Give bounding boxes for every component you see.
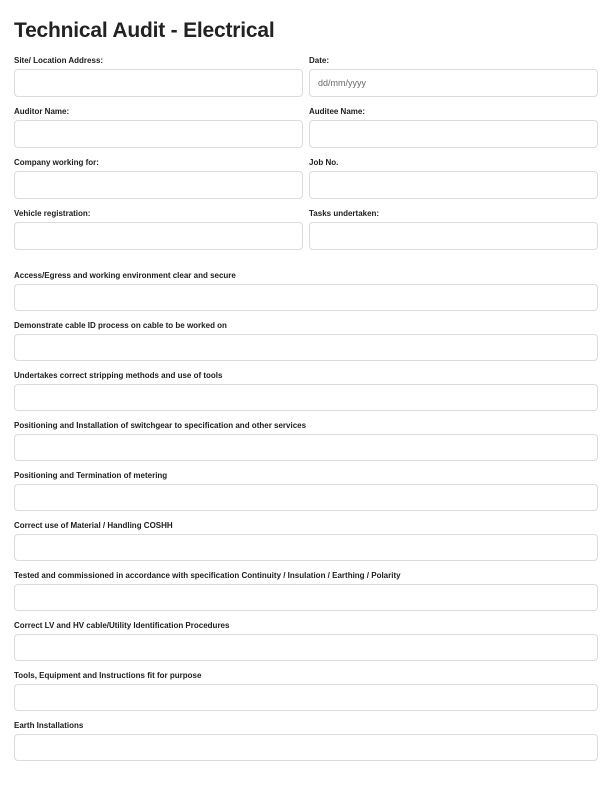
form-column — [14, 157, 303, 208]
input-access-egress-working-environment[interactable] — [14, 284, 598, 311]
checklist-item-demonstrate-cable-id-process — [14, 320, 598, 361]
form-column — [14, 208, 303, 259]
label-positioning-termination-metering: Positioning and Termination of metering — [14, 471, 168, 480]
label-date: Date: — [309, 56, 330, 65]
label-correct-use-material-coshh: Correct use of Material / Handling COSHH — [14, 521, 173, 530]
input-auditor-name[interactable] — [14, 120, 303, 148]
form-column — [309, 157, 598, 208]
form-column — [14, 106, 303, 157]
field-company-working-for — [14, 157, 303, 199]
input-lv-hv-cable-identification[interactable] — [14, 634, 598, 661]
form-column — [309, 55, 598, 106]
label-positioning-installation-switchgear: Positioning and Installation of switchgear to specification and other services — [14, 421, 307, 430]
label-access-egress-working-environment: Access/Egress and working environment clear and secure — [14, 271, 236, 280]
checklist-item-correct-use-material-coshh — [14, 520, 598, 561]
input-auditee-name[interactable] — [309, 120, 598, 148]
form-column — [309, 208, 598, 259]
label-auditee-name: Auditee Name: — [309, 107, 366, 116]
label-correct-stripping-methods: Undertakes correct stripping methods and use of tools — [14, 371, 223, 380]
input-earth-installations[interactable] — [14, 734, 598, 761]
checklist-item-tools-equipment-instructions — [14, 670, 598, 711]
label-tools-equipment-instructions: Tools, Equipment and Instructions fit for purpose — [14, 671, 202, 680]
field-vehicle-registration — [14, 208, 303, 250]
label-site-location-address: Site/ Location Address: — [14, 56, 104, 65]
input-tested-and-commissioned[interactable] — [14, 584, 598, 611]
label-vehicle-registration: Vehicle registration: — [14, 209, 91, 218]
input-site-location-address[interactable] — [14, 69, 303, 97]
input-date[interactable] — [309, 69, 598, 97]
checklist-item-positioning-installation-switchgear — [14, 420, 598, 461]
checklist-item-lv-hv-cable-identification — [14, 620, 598, 661]
input-vehicle-registration[interactable] — [14, 222, 303, 250]
label-company-working-for: Company working for: — [14, 158, 99, 167]
field-auditee-name — [309, 106, 598, 148]
label-tasks-undertaken: Tasks undertaken: — [309, 209, 380, 218]
input-job-no[interactable] — [309, 171, 598, 199]
checklist-item-tested-and-commissioned — [14, 570, 598, 611]
input-demonstrate-cable-id-process[interactable] — [14, 334, 598, 361]
page-title: Technical Audit - Electrical — [14, 19, 275, 42]
input-correct-use-material-coshh[interactable] — [14, 534, 598, 561]
checklist-item-correct-stripping-methods — [14, 370, 598, 411]
field-tasks-undertaken — [309, 208, 598, 250]
label-job-no: Job No. — [309, 158, 339, 167]
label-tested-and-commissioned: Tested and commissioned in accordance with specification Continuity / Insulation / Earthing / Polarity — [14, 571, 401, 580]
form-column — [14, 55, 303, 106]
label-demonstrate-cable-id-process: Demonstrate cable ID process on cable to be worked on — [14, 321, 227, 330]
checklist-item-positioning-termination-metering — [14, 470, 598, 511]
audit-info-section — [14, 55, 598, 259]
field-job-no — [309, 157, 598, 199]
form-row — [14, 55, 598, 106]
input-positioning-termination-metering[interactable] — [14, 484, 598, 511]
checklist-item-access-egress-working-environment — [14, 270, 598, 311]
input-positioning-installation-switchgear[interactable] — [14, 434, 598, 461]
input-correct-stripping-methods[interactable] — [14, 384, 598, 411]
input-tasks-undertaken[interactable] — [309, 222, 598, 250]
form-row — [14, 157, 598, 208]
label-earth-installations: Earth Installations — [14, 721, 84, 730]
input-company-working-for[interactable] — [14, 171, 303, 199]
label-auditor-name: Auditor Name: — [14, 107, 70, 116]
field-site-location-address — [14, 55, 303, 97]
field-auditor-name — [14, 106, 303, 148]
audit-checklist-section — [14, 270, 598, 761]
input-tools-equipment-instructions[interactable] — [14, 684, 598, 711]
label-lv-hv-cable-identification: Correct LV and HV cable/Utility Identification Procedures — [14, 621, 230, 630]
field-date — [309, 55, 598, 97]
form-column — [309, 106, 598, 157]
checklist-item-earth-installations — [14, 720, 598, 761]
form-row — [14, 106, 598, 157]
form-row — [14, 208, 598, 259]
